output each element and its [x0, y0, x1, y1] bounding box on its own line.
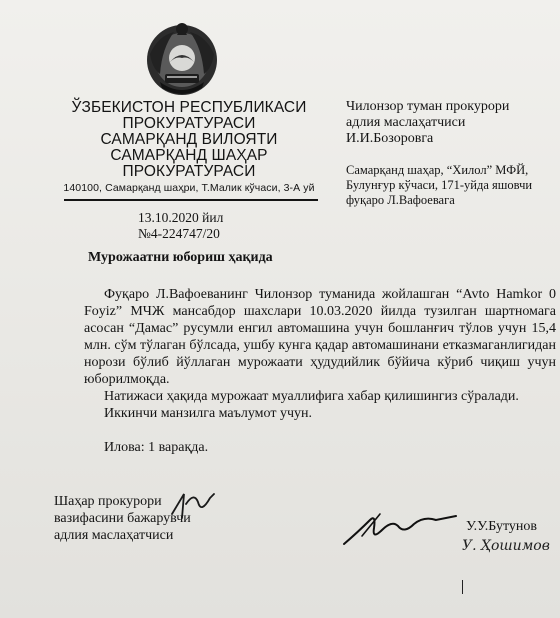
issuer-line: ПРОКУРАТУРАСИ [122, 163, 256, 180]
body-paragraph: Иккинчи манзилга маълумот учун. [104, 406, 313, 421]
signer-position-line: вазифасини бажарувчи [54, 511, 191, 526]
issuer-line: САМАРҚАНД ШАҲАР [110, 147, 268, 164]
issuer-address: 140100, Самарқанд шаҳри, Т.Малик кўчаси, 3-А уй [63, 182, 315, 194]
signer-name: У.У.Бутунов [466, 519, 537, 534]
signer-position [54, 493, 254, 544]
margin-mark [462, 580, 463, 594]
registration-block [138, 210, 223, 242]
issuer-line: ПРОКУРАТУРАСИ [122, 115, 256, 132]
recipient-line: И.И.Бозоровга [346, 131, 434, 146]
recipient-line: Чилонзор туман прокурори [346, 99, 510, 114]
second-recipient-line: Самарқанд шаҳар, “Хилол” МФЙ, [346, 163, 529, 177]
recipient-block [346, 99, 556, 147]
second-recipient-line: фуқаро Л.Вафоевага [346, 193, 455, 207]
handwritten-initial [168, 488, 220, 522]
body-paragraph: Натижаси ҳақида мурожаат муаллифига хабар қилишингиз сўралади. [104, 389, 519, 404]
letter-date: 13.10.2020 йил [138, 210, 224, 225]
letter-body [84, 286, 556, 422]
state-emblem-icon [140, 18, 224, 98]
signature-icon [340, 506, 462, 550]
issuer-line: ЎЗБЕКИСТОН РЕСПУБЛИКАСИ [71, 99, 307, 116]
recipient-line: адлия маслаҳатчиси [346, 115, 466, 130]
executor-name: У. Ҳошимов [462, 538, 550, 554]
letter-number: №4-224747/20 [138, 226, 220, 241]
header-divider [64, 199, 318, 201]
body-paragraph: Фуқаро Л.Вафоеванинг Чилонзор туманида жойлашган “Avto Hamkor 0 Foyiz” МЧЖ мансабдор шахслари 10.03.2020 йилда тузилган шартномага асосан “Дамас” русумли енгил автомашина учун бошланғич тўлов учун 15,4 млн. сўм тўлаган бўлсада, ушбу кунга қадар автомашинани етказмаганлигидан норози бўлиб йўллаган мурожаати ҳудудийлик бўйича кўриб чиқиш учун юборилмоқда. [84, 287, 556, 387]
enclosure-note: Илова: 1 варақда. [104, 440, 209, 455]
signer-position-line: Шаҳар прокурори [54, 494, 162, 509]
letter-subject: Мурожаатни юбориш ҳақида [88, 250, 273, 265]
second-recipient-block [346, 163, 558, 208]
issuer-block [58, 100, 320, 195]
signer-position-line: адлия маслаҳатчиси [54, 528, 174, 543]
second-recipient-line: Булунғур кўчаси, 171-уйда яшовчи [346, 178, 533, 192]
issuer-line: САМАРҚАНД ВИЛОЯТИ [100, 131, 278, 148]
